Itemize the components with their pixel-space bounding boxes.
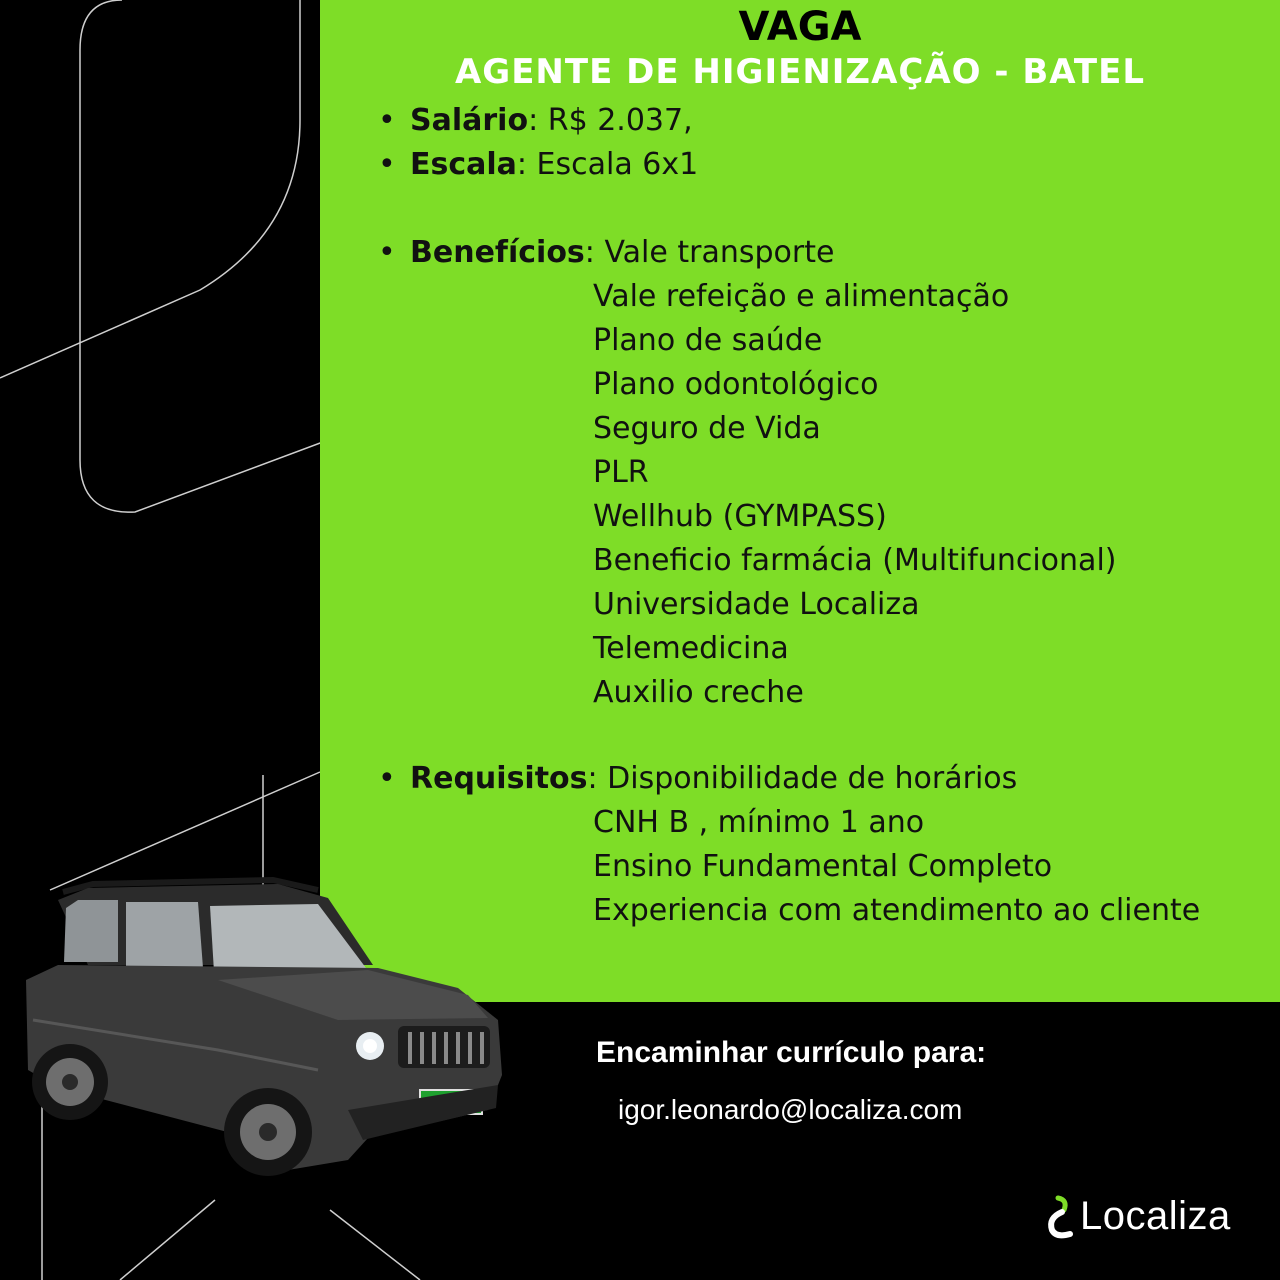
contact-heading: Encaminhar currículo para: bbox=[596, 1036, 987, 1069]
contact-email[interactable]: igor.leonardo@localiza.com bbox=[618, 1094, 963, 1125]
localiza-logo-icon bbox=[1046, 1194, 1076, 1242]
schedule-label: Escala bbox=[410, 147, 517, 182]
schedule-row bbox=[378, 147, 699, 182]
benefits-row bbox=[378, 235, 835, 270]
benefit-item: Auxilio creche bbox=[593, 675, 804, 710]
benefits-label: Benefícios bbox=[410, 235, 585, 270]
salary-value: : R$ 2.037, bbox=[528, 103, 693, 138]
benefit-item: Universidade Localiza bbox=[593, 587, 920, 622]
bullet-icon: • bbox=[378, 103, 396, 138]
bullet-icon: • bbox=[378, 235, 396, 270]
benefit-item: Plano de saúde bbox=[593, 323, 823, 358]
requirement-item: Ensino Fundamental Completo bbox=[593, 849, 1053, 884]
logo-text: Localiza bbox=[1080, 1194, 1231, 1238]
benefit-item: Telemedicina bbox=[593, 631, 789, 666]
job-title: AGENTE DE HIGIENIZAÇÃO - BATEL bbox=[454, 52, 1146, 92]
bullet-icon: • bbox=[378, 147, 396, 182]
benefit-item: : Vale transporte bbox=[584, 235, 835, 270]
benefit-item: Plano odontológico bbox=[593, 367, 879, 402]
requirement-item: : Disponibilidade de horários bbox=[587, 761, 1018, 796]
requirement-item: CNH B , mínimo 1 ano bbox=[593, 805, 925, 840]
benefit-item: Wellhub (GYMPASS) bbox=[593, 499, 887, 534]
poster-title: VAGA bbox=[738, 4, 862, 50]
suv-car-illustration bbox=[18, 870, 508, 1190]
localiza-logo bbox=[1046, 1194, 1266, 1242]
benefit-item: Vale refeição e alimentação bbox=[593, 279, 1010, 314]
requirements-label: Requisitos bbox=[410, 761, 588, 796]
salary-label: Salário bbox=[410, 103, 529, 138]
schedule-value: : Escala 6x1 bbox=[516, 147, 699, 182]
salary-row bbox=[378, 103, 693, 138]
bullet-icon: • bbox=[378, 761, 396, 796]
benefit-item: PLR bbox=[593, 455, 649, 490]
requirements-row bbox=[378, 761, 1018, 796]
benefit-item: Seguro de Vida bbox=[593, 411, 821, 446]
requirement-item: Experiencia com atendimento ao cliente bbox=[593, 893, 1201, 928]
benefit-item: Beneficio farmácia (Multifuncional) bbox=[593, 543, 1117, 578]
